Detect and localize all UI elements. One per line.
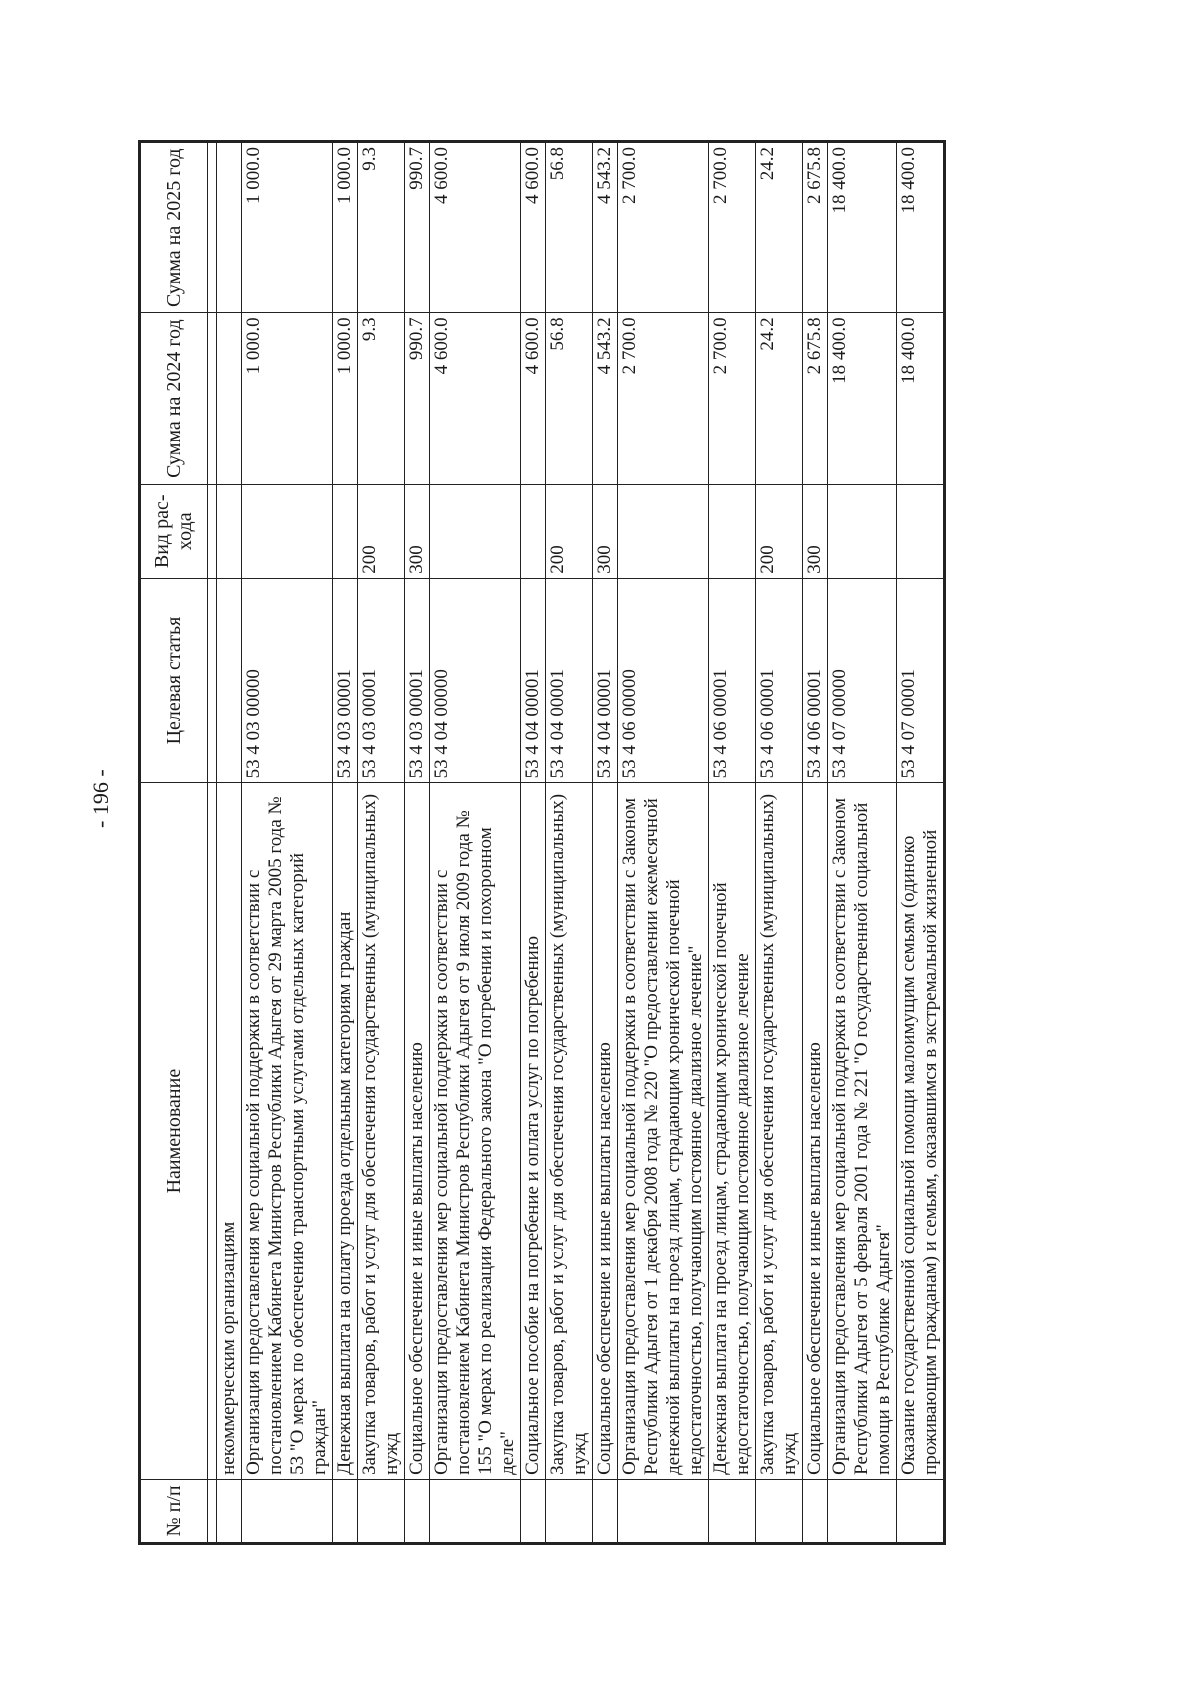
row-sum-2024-cell: 4 543.2 bbox=[593, 313, 618, 484]
row-sum-2024-cell: 56.8 bbox=[546, 313, 593, 484]
row-sum-2024-cell: 18 400.0 bbox=[828, 313, 897, 484]
header-vid: Вид рас-хода bbox=[140, 484, 208, 578]
table-row bbox=[593, 142, 618, 1544]
row-name-cell: Закупка товаров, работ и услуг для обеспечения государственных (муниципальных) нужд bbox=[358, 783, 405, 1480]
row-sum-2025-cell: 18 400.0 bbox=[897, 142, 945, 313]
row-vid-cell bbox=[828, 484, 897, 578]
row-vid-cell: 300 bbox=[405, 484, 430, 578]
row-vid-cell: 200 bbox=[756, 484, 803, 578]
table-row bbox=[430, 142, 521, 1544]
row-name-cell: некоммерческим организациям bbox=[217, 783, 242, 1480]
row-num-cell bbox=[756, 1479, 803, 1543]
table-body bbox=[208, 142, 945, 1544]
row-name-cell: Денежная выплата на оплату проезда отдельным категориям граждан bbox=[333, 783, 358, 1480]
row-name-cell: Денежная выплата на проезд лицам, страдающим хронической почечной недостаточностью, получающим постоянное диализное лечение bbox=[709, 783, 756, 1480]
row-name-cell: Закупка товаров, работ и услуг для обеспечения государственных (муниципальных) нужд bbox=[756, 783, 803, 1480]
row-target-cell: 53 4 06 00000 bbox=[618, 578, 709, 783]
row-name-cell: Организация предоставления мер социальной поддержки в соответствии с Законом Республики Адыгея от 5 февраля 2001 года № 221 "О государственной социальной помощи в Республике Адыгея" bbox=[828, 783, 897, 1480]
row-num-cell bbox=[897, 1479, 945, 1543]
header-sum-2025: Сумма на 2025 год bbox=[140, 142, 208, 313]
row-sum-2024-cell: 9.3 bbox=[358, 313, 405, 484]
row-sum-2024-cell: 4 600.0 bbox=[430, 313, 521, 484]
row-sum-2024-cell: 4 600.0 bbox=[521, 313, 546, 484]
row-name-cell: Социальное обеспечение и иные выплаты населению bbox=[405, 783, 430, 1480]
row-vid-cell bbox=[430, 484, 521, 578]
row-num-cell bbox=[546, 1479, 593, 1543]
row-vid-cell: 300 bbox=[803, 484, 828, 578]
row-sum-2025-cell: 2 700.0 bbox=[709, 142, 756, 313]
row-target-cell: 53 4 07 00000 bbox=[828, 578, 897, 783]
table-row bbox=[618, 142, 709, 1544]
table-row bbox=[828, 142, 897, 1544]
row-sum-2024-cell: 18 400.0 bbox=[897, 313, 945, 484]
row-target-cell: 53 4 03 00001 bbox=[333, 578, 358, 783]
row-vid-cell bbox=[618, 484, 709, 578]
row-target-cell: 53 4 06 00001 bbox=[709, 578, 756, 783]
row-sum-2024-cell: 2 700.0 bbox=[618, 313, 709, 484]
row-sum-2025-cell: 4 600.0 bbox=[430, 142, 521, 313]
row-name-cell: Организация предоставления мер социальной поддержки в соответствии с Законом Республики Адыгея от 1 декабря 2008 года № 220 "О предоставлении ежемесячной денежной выплаты на проезд лицам, страдающим хронической почечной недостаточностью, получающим постоянное диализное лечение" bbox=[618, 783, 709, 1480]
row-sum-2025-cell: 4 543.2 bbox=[593, 142, 618, 313]
row-sum-2025-cell: 9.3 bbox=[358, 142, 405, 313]
row-target-cell: 53 4 06 00001 bbox=[756, 578, 803, 783]
row-name-cell: Социальное пособие на погребение и оплата услуг по погребению bbox=[521, 783, 546, 1480]
table-row bbox=[803, 142, 828, 1544]
row-vid-cell: 200 bbox=[358, 484, 405, 578]
header-name: Наименование bbox=[140, 783, 208, 1480]
row-name-cell: Оказание государственной социальной помощи малоимущим семьям (одиноко проживающим гражданам) и семьям, оказавшимся в экстремальной жизненной bbox=[897, 783, 945, 1480]
row-num-cell bbox=[430, 1479, 521, 1543]
row-num-cell bbox=[828, 1479, 897, 1543]
row-vid-cell bbox=[709, 484, 756, 578]
row-num-cell bbox=[709, 1479, 756, 1543]
row-target-cell: 53 4 07 00001 bbox=[897, 578, 945, 783]
table-spacer-row bbox=[208, 142, 217, 1544]
table-row bbox=[333, 142, 358, 1544]
rotated-table-container bbox=[138, 140, 1043, 1545]
row-target-cell: 53 4 03 00001 bbox=[358, 578, 405, 783]
page-number: - 196 - bbox=[88, 769, 113, 828]
table-row bbox=[217, 142, 242, 1544]
header-num: № п/п bbox=[140, 1479, 208, 1543]
row-sum-2024-cell: 990.7 bbox=[405, 313, 430, 484]
row-vid-cell bbox=[897, 484, 945, 578]
header-target: Целевая статья bbox=[140, 578, 208, 783]
row-sum-2025-cell: 1 000.0 bbox=[242, 142, 333, 313]
row-num-cell bbox=[618, 1479, 709, 1543]
table-row bbox=[546, 142, 593, 1544]
row-target-cell: 53 4 04 00001 bbox=[593, 578, 618, 783]
row-vid-cell: 300 bbox=[593, 484, 618, 578]
row-name-cell: Организация предоставления мер социальной поддержки в соответствии с постановлением Кабинета Министров Республики Адыгея от 29 марта 2005 года № 53 "О мерах по обеспечению транспортными услугами отдельных категорий граждан" bbox=[242, 783, 333, 1480]
row-sum-2025-cell: 18 400.0 bbox=[828, 142, 897, 313]
table-row bbox=[521, 142, 546, 1544]
row-sum-2025-cell: 2 700.0 bbox=[618, 142, 709, 313]
row-sum-2025-cell: 24.2 bbox=[756, 142, 803, 313]
row-num-cell bbox=[521, 1479, 546, 1543]
row-vid-cell bbox=[521, 484, 546, 578]
row-target-cell: 53 4 04 00001 bbox=[546, 578, 593, 783]
row-num-cell bbox=[593, 1479, 618, 1543]
row-target-cell: 53 4 03 00000 bbox=[242, 578, 333, 783]
row-target-cell: 53 4 04 00000 bbox=[430, 578, 521, 783]
row-name-cell: Закупка товаров, работ и услуг для обеспечения государственных (муниципальных) нужд bbox=[546, 783, 593, 1480]
header-sum-2024: Сумма на 2024 год bbox=[140, 313, 208, 484]
row-sum-2025-cell: 4 600.0 bbox=[521, 142, 546, 313]
row-sum-2024-cell: 24.2 bbox=[756, 313, 803, 484]
row-name-cell: Социальное обеспечение и иные выплаты населению bbox=[593, 783, 618, 1480]
row-sum-2024-cell: 1 000.0 bbox=[242, 313, 333, 484]
table-row bbox=[358, 142, 405, 1544]
row-name-cell: Социальное обеспечение и иные выплаты населению bbox=[803, 783, 828, 1480]
table-row bbox=[242, 142, 333, 1544]
table-row bbox=[405, 142, 430, 1544]
row-target-cell: 53 4 03 00001 bbox=[405, 578, 430, 783]
row-vid-cell bbox=[333, 484, 358, 578]
row-sum-2024-cell: 2 675.8 bbox=[803, 313, 828, 484]
row-sum-2025-cell: 990.7 bbox=[405, 142, 430, 313]
row-sum-2025-cell: 2 675.8 bbox=[803, 142, 828, 313]
table-header-row bbox=[140, 142, 208, 1544]
row-sum-2024-cell bbox=[217, 313, 242, 484]
row-sum-2024-cell: 2 700.0 bbox=[709, 313, 756, 484]
row-sum-2025-cell: 1 000.0 bbox=[333, 142, 358, 313]
row-target-cell bbox=[217, 578, 242, 783]
row-sum-2025-cell: 56.8 bbox=[546, 142, 593, 313]
table-row bbox=[756, 142, 803, 1544]
row-num-cell bbox=[803, 1479, 828, 1543]
row-vid-cell bbox=[242, 484, 333, 578]
row-num-cell bbox=[242, 1479, 333, 1543]
table-row bbox=[709, 142, 756, 1544]
row-num-cell bbox=[217, 1479, 242, 1543]
row-target-cell: 53 4 04 00001 bbox=[521, 578, 546, 783]
row-vid-cell bbox=[217, 484, 242, 578]
table-row bbox=[897, 142, 945, 1544]
budget-table bbox=[138, 140, 946, 1545]
row-vid-cell: 200 bbox=[546, 484, 593, 578]
row-num-cell bbox=[333, 1479, 358, 1543]
row-sum-2025-cell bbox=[217, 142, 242, 313]
row-num-cell bbox=[405, 1479, 430, 1543]
row-target-cell: 53 4 06 00001 bbox=[803, 578, 828, 783]
row-sum-2024-cell: 1 000.0 bbox=[333, 313, 358, 484]
row-num-cell bbox=[358, 1479, 405, 1543]
row-name-cell: Организация предоставления мер социальной поддержки в соответствии с постановлением Кабинета Министров Республики Адыгея от 9 июля 2009 года № 155 "О мерах по реализации Федерального закона "О погребении и похоронном деле" bbox=[430, 783, 521, 1480]
